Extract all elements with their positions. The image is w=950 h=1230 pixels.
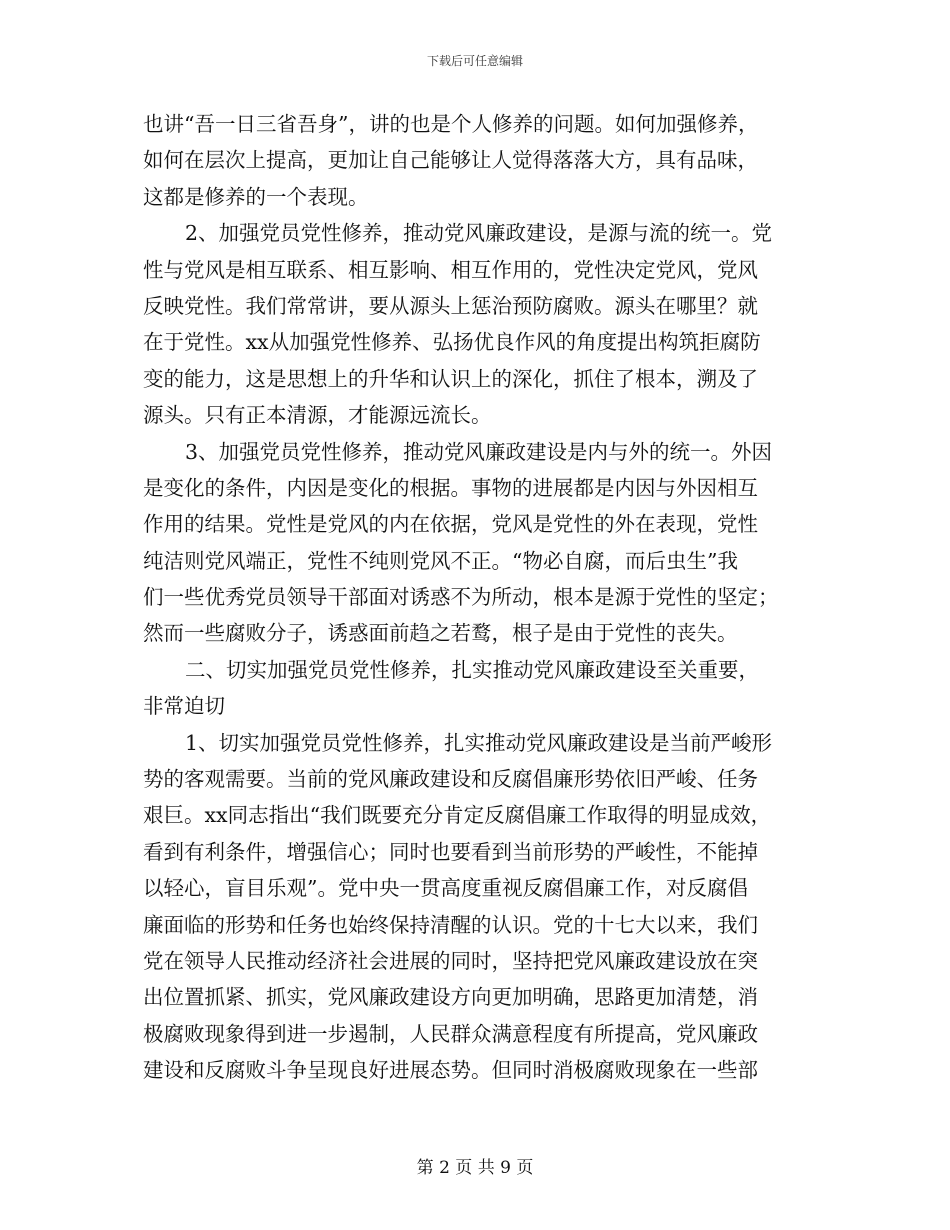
text-line: 出位置抓紧、抓实，党风廉政建设方向更加明确，思路更加清楚，消: [143, 985, 758, 1010]
text-line: 性与党风是相互联系、相互影响、相互作用的，党性决定党风，党风: [143, 257, 758, 282]
paragraph-first-line: 1、切实加强党员党性修养，扎实推动党风廉政建设是当前严峻形: [185, 730, 773, 755]
text-line: 反映党性。我们常常讲，要从源头上惩治预防腐败。源头在哪里？就: [143, 293, 758, 318]
text-line: 极腐败现象得到进一步遏制，人民群众满意程度有所提高，党风廉政: [143, 1021, 758, 1046]
page-number: 第 2 页 共 9 页: [416, 1158, 534, 1178]
text-line: 如何在层次上提高，更加让自己能够让人觉得落落大方，具有品味，: [143, 148, 758, 173]
text-line: 变的能力，这是思想上的升华和认识上的深化，抓住了根本，溯及了: [143, 366, 758, 391]
text-line: 纯洁则党风端正，党性不纯则党风不正。“物必自腐，而后虫生”我: [143, 548, 738, 573]
text-line: 建设和反腐败斗争呈现良好进展态势。但同时消极腐败现象在一些部: [143, 1058, 758, 1083]
section-heading-line: 非常迫切: [143, 694, 225, 719]
text-line: 在于党性。xx从加强党性修养、弘扬优良作风的角度提出构筑拒腐防: [143, 330, 761, 355]
text-line: 也讲“吾一日三省吾身”，讲的也是个人修养的问题。如何加强修养，: [143, 112, 759, 136]
text-line: 是变化的条件，内因是变化的根据。事物的进展都是内因与外因相互: [143, 475, 758, 500]
page-header: 下载后可任意编辑: [426, 54, 523, 68]
text-line: 看到有利条件，增强信心；同时也要看到当前形势的严峻性，不能掉: [143, 839, 758, 864]
text-line: 然而一些腐败分子，诱惑面前趋之若鹜，根子是由于党性的丧失。: [143, 621, 738, 646]
paragraph-first-line: 2、加强党员党性修养，推动党风廉政建设，是源与流的统一。党: [185, 221, 773, 246]
paragraph-first-line: 3、加强党员党性修养，推动党风廉政建设是内与外的统一。外因: [185, 439, 773, 464]
text-line: 以轻心，盲目乐观”。党中央一贯高度重视反腐倡廉工作，对反腐倡: [143, 876, 748, 901]
text-line: 党在领导人民推动经济社会进展的同时，坚持把党风廉政建设放在突: [143, 948, 758, 973]
text-line: 廉面临的形势和任务也始终保持清醒的认识。党的十七大以来，我们: [143, 912, 758, 937]
text-line: 源头。只有正本清源，才能源远流长。: [143, 403, 492, 428]
text-line: 势的客观需要。当前的党风廉政建设和反腐倡廉形势依旧严峻、任务: [143, 767, 758, 792]
text-line: 这都是修养的一个表现。: [143, 184, 369, 209]
text-line: 作用的结果。党性是党风的内在依据，党风是党性的外在表现，党性: [143, 512, 758, 537]
section-heading-line: 二、切实加强党员党性修养，扎实推动党风廉政建设至关重要，: [185, 657, 759, 682]
document-body: [143, 106, 811, 1089]
text-line: 们一些优秀党员领导干部面对诱惑不为所动，根本是源于党性的坚定；: [143, 585, 779, 610]
text-line: 艰巨。xx同志指出“我们既要充分肯定反腐倡廉工作取得的明显成效，: [143, 803, 772, 828]
